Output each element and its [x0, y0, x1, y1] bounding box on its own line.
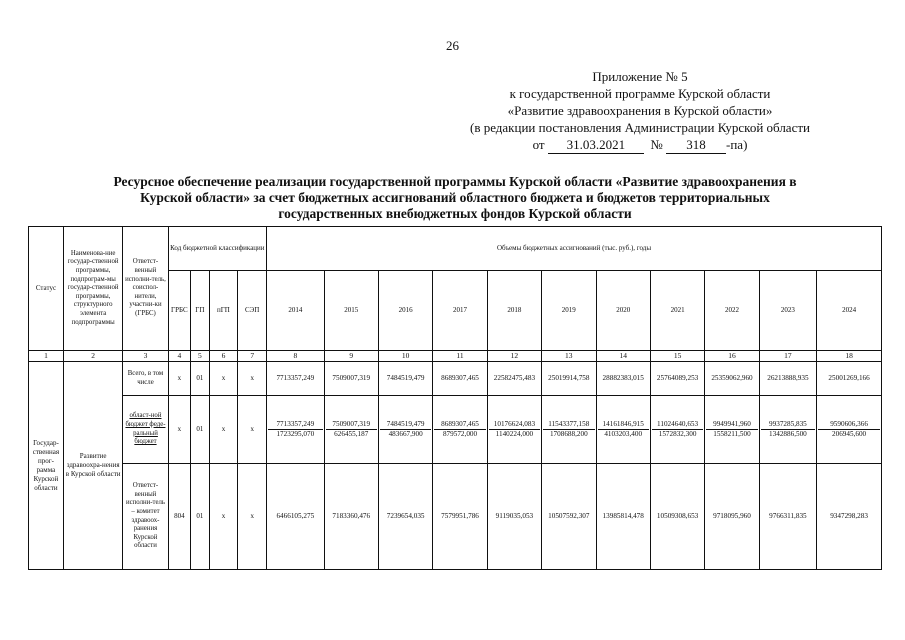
value-cell	[650, 396, 704, 464]
value-cell: 7579951,786	[433, 464, 487, 570]
pgp-cell: x	[209, 396, 238, 464]
grbs-cell: 804	[168, 464, 191, 570]
header-sep: СЭП	[238, 271, 267, 351]
value-cell: 28882383,015	[596, 362, 650, 396]
gp-cell: 01	[191, 362, 209, 396]
value-cell	[378, 396, 432, 464]
value-cell	[433, 396, 487, 464]
executor-cell: Ответст-венный исполни-тель – комитет здравоох-ранения Курской области	[123, 464, 168, 570]
regional-value: 9949941,960	[706, 420, 757, 430]
federal-value: 626455,187	[334, 430, 369, 438]
status-cell: Государ-ственная прог-рамма Курской области	[29, 362, 64, 570]
value-cell: 7183360,476	[324, 464, 378, 570]
appendix-date-line	[420, 136, 860, 154]
program-name-cell: Развитие здравоохра-нения в Курской области	[63, 362, 123, 570]
regional-value: 9590606,366	[818, 420, 880, 430]
header-year: 2017	[433, 271, 487, 351]
value-cell: 7713357,249	[267, 362, 324, 396]
column-index: 12	[487, 351, 541, 362]
budget-table	[28, 226, 882, 570]
header-year: 2018	[487, 271, 541, 351]
regional-value: 11024640,653	[652, 420, 703, 430]
decree-date: 31.03.2021	[548, 136, 644, 154]
federal-value: 1572832,300	[658, 430, 697, 438]
table-row	[29, 362, 882, 396]
executor-cell: област-ной бюджет феде-ральный бюджет	[123, 396, 168, 464]
value-cell: 13985814,478	[596, 464, 650, 570]
federal-value: 1558211,500	[713, 430, 751, 438]
value-cell	[324, 396, 378, 464]
federal-value: 1140224,000	[495, 430, 534, 438]
column-index: 16	[705, 351, 759, 362]
grbs-cell: x	[168, 396, 191, 464]
header-year: 2016	[378, 271, 432, 351]
value-cell	[759, 396, 816, 464]
value-cell: 25019914,758	[542, 362, 596, 396]
value-cell: 9718095,960	[705, 464, 759, 570]
date-prefix: от	[532, 137, 545, 152]
federal-value: 1708688,200	[549, 430, 588, 438]
value-cell: 9347298,283	[817, 464, 882, 570]
value-cell: 8689307,465	[433, 362, 487, 396]
value-cell: 7239654,035	[378, 464, 432, 570]
grbs-cell: x	[168, 362, 191, 396]
column-index: 18	[817, 351, 882, 362]
regional-value: 7509007,319	[326, 420, 377, 430]
column-index: 4	[168, 351, 191, 362]
header-year: 2022	[705, 271, 759, 351]
header-program-name: Наименова-ние государ-ственной программы, подпрограм-мы государ-ственной программы, структурного элемента подпрограммы	[63, 227, 123, 351]
header-executor: Ответст-венный исполни-тель, соиспол-нители, участни-ки (ГРБС)	[123, 227, 168, 351]
title-line-1: Ресурсное обеспечение реализации государственной программы Курской области «Развитие здравоохранения в	[113, 174, 797, 189]
column-index: 7	[238, 351, 267, 362]
value-cell: 10507592,307	[542, 464, 596, 570]
gp-cell: 01	[191, 396, 209, 464]
value-cell: 25359062,960	[705, 362, 759, 396]
value-cell: 9119035,053	[487, 464, 541, 570]
column-index: 14	[596, 351, 650, 362]
column-index: 2	[63, 351, 123, 362]
column-index: 11	[433, 351, 487, 362]
header-pgp: пГП	[209, 271, 238, 351]
header-year: 2023	[759, 271, 816, 351]
title-line-2: Курской области» за счет бюджетных ассигнований областного бюджета и бюджетов территориальных	[140, 190, 770, 205]
value-cell: 25764089,253	[650, 362, 704, 396]
header-year: 2014	[267, 271, 324, 351]
regional-value: 7713357,249	[268, 420, 322, 430]
value-cell	[487, 396, 541, 464]
value-cell	[267, 396, 324, 464]
header-year: 2020	[596, 271, 650, 351]
header-year: 2024	[817, 271, 882, 351]
federal-value: 1342886,500	[769, 430, 807, 438]
column-index: 6	[209, 351, 238, 362]
header-gp: ГП	[191, 271, 209, 351]
value-cell	[817, 396, 882, 464]
regional-value: 7484519,479	[380, 420, 431, 430]
column-index: 8	[267, 351, 324, 362]
decree-suffix: -па)	[726, 137, 748, 152]
header-year: 2015	[324, 271, 378, 351]
regional-value: 11543377,158	[543, 420, 594, 430]
column-index: 15	[650, 351, 704, 362]
pgp-cell: x	[209, 362, 238, 396]
sep-cell: x	[238, 464, 267, 570]
number-sign: №	[650, 137, 663, 152]
header-year: 2021	[650, 271, 704, 351]
column-index: 3	[123, 351, 168, 362]
column-index: 10	[378, 351, 432, 362]
regional-value: 9937285,835	[761, 420, 815, 430]
table-row	[29, 464, 882, 570]
sep-cell: x	[238, 396, 267, 464]
value-cell: 22582475,483	[487, 362, 541, 396]
regional-value: 10176624,083	[489, 420, 540, 430]
column-index: 13	[542, 351, 596, 362]
header-year: 2019	[542, 271, 596, 351]
appendix-line-4: (в редакции постановления Администрации Курской области	[469, 120, 810, 135]
value-cell: 7484519,479	[378, 362, 432, 396]
value-cell: 26213888,935	[759, 362, 816, 396]
federal-value: 206945,600	[832, 430, 867, 438]
federal-value: 879572,000	[442, 430, 478, 438]
value-cell: 6466105,275	[267, 464, 324, 570]
gp-cell: 01	[191, 464, 209, 570]
value-cell: 9766311,835	[759, 464, 816, 570]
federal-value: 4103203,400	[604, 430, 643, 438]
column-index: 17	[759, 351, 816, 362]
appendix-line-3: «Развитие здравоохранения в Курской области»	[507, 103, 773, 118]
executor-cell: Всего, в том числе	[123, 362, 168, 396]
column-index: 1	[29, 351, 64, 362]
sep-cell: x	[238, 362, 267, 396]
document-title	[60, 174, 850, 222]
regional-value: 8689307,465	[434, 420, 485, 430]
value-cell	[705, 396, 759, 464]
index-row	[29, 351, 882, 362]
federal-value: 1723295,070	[276, 430, 315, 438]
regional-value: 14161846,915	[598, 420, 649, 430]
column-index: 5	[191, 351, 209, 362]
page-number: 26	[446, 38, 459, 53]
header-volume-group: Объемы бюджетных ассигнований (тыс. руб.), годы	[267, 227, 882, 271]
pgp-cell: x	[209, 464, 238, 570]
value-cell	[542, 396, 596, 464]
header-status: Статус	[29, 227, 64, 351]
value-cell	[596, 396, 650, 464]
header-code-group: Код бюджетной классификации	[168, 227, 267, 271]
title-line-3: государственных внебюджетных фондов Курской области	[278, 206, 632, 221]
header-grbs: ГРБС	[168, 271, 191, 351]
value-cell: 25001269,166	[817, 362, 882, 396]
table-row	[29, 396, 882, 464]
appendix-header	[420, 68, 860, 154]
federal-value: 483667,900	[388, 430, 423, 438]
decree-number: 318	[666, 136, 726, 154]
column-index: 9	[324, 351, 378, 362]
appendix-line-1: Приложение № 5	[592, 69, 688, 84]
value-cell: 10509308,653	[650, 464, 704, 570]
appendix-line-2: к государственной программе Курской области	[509, 86, 771, 101]
value-cell: 7509007,319	[324, 362, 378, 396]
